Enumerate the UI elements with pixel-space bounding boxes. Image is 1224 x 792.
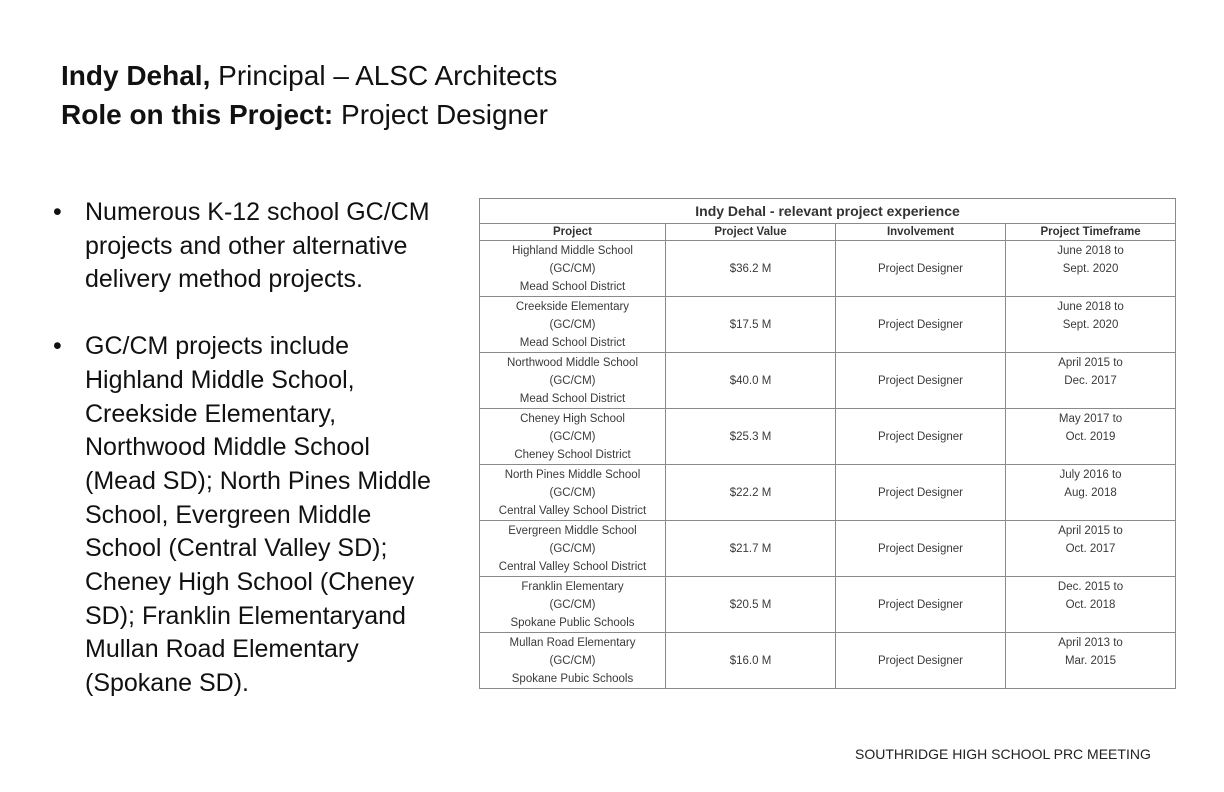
bullet-list	[53, 196, 433, 734]
heading-line-1	[61, 56, 557, 95]
timeframe-cell	[1006, 241, 1176, 297]
slide-heading	[61, 56, 557, 134]
table-row	[480, 465, 1176, 521]
heading-line-2	[61, 95, 557, 134]
timeframe-start: May 2017 to	[1058, 413, 1123, 425]
involvement-cell: Project Designer	[836, 409, 1006, 465]
timeframe-end: Sept. 2020	[1062, 263, 1119, 275]
project-name: Cheney High School	[520, 413, 625, 425]
timeframe-end: Sept. 2020	[1062, 319, 1119, 331]
project-owner: Mead School District	[519, 337, 626, 349]
delivery-method: (GC/CM)	[549, 487, 596, 499]
project-value-cell: $25.3 M	[666, 409, 836, 465]
project-name: Evergreen Middle School	[508, 525, 637, 537]
project-owner: Central Valley School District	[498, 505, 647, 517]
timeframe-cell	[1006, 409, 1176, 465]
project-experience-table	[479, 198, 1175, 689]
involvement-cell: Project Designer	[836, 297, 1006, 353]
timeframe-end: Dec. 2017	[1064, 375, 1117, 387]
bullet-marker: •	[53, 332, 62, 361]
involvement-cell: Project Designer	[836, 465, 1006, 521]
table-row	[480, 353, 1176, 409]
table-row	[480, 521, 1176, 577]
project-cell	[480, 297, 666, 353]
timeframe-end: Oct. 2017	[1065, 543, 1116, 555]
project-cell	[480, 353, 666, 409]
delivery-method: (GC/CM)	[549, 319, 596, 331]
column-header-project: Project	[480, 224, 666, 241]
timeframe-end: Mar. 2015	[1064, 655, 1117, 667]
delivery-method: (GC/CM)	[549, 431, 596, 443]
project-value-cell: $36.2 M	[666, 241, 836, 297]
project-owner: Mead School District	[519, 281, 626, 293]
table-row	[480, 409, 1176, 465]
project-cell	[480, 241, 666, 297]
project-name: Franklin Elementary	[521, 581, 624, 593]
table-row	[480, 633, 1176, 689]
involvement-cell: Project Designer	[836, 241, 1006, 297]
involvement-cell: Project Designer	[836, 633, 1006, 689]
bullet-text: Numerous K-12 school GC/CM projects and other alternative delivery method projects.	[85, 198, 430, 294]
project-cell	[480, 577, 666, 633]
timeframe-cell	[1006, 353, 1176, 409]
table-title: Indy Dehal - relevant project experience	[480, 199, 1176, 224]
project-cell	[480, 633, 666, 689]
presenter-name: Indy Dehal,	[61, 60, 211, 91]
presenter-title: Principal – ALSC Architects	[210, 60, 558, 91]
involvement-cell: Project Designer	[836, 353, 1006, 409]
timeframe-end: Oct. 2019	[1065, 431, 1116, 443]
project-name: Highland Middle School	[512, 245, 633, 257]
table-row	[480, 577, 1176, 633]
project-value-cell: $17.5 M	[666, 297, 836, 353]
timeframe-start: April 2015 to	[1058, 525, 1123, 537]
table-row	[480, 241, 1176, 297]
timeframe-start: June 2018 to	[1057, 245, 1124, 257]
project-value-cell: $16.0 M	[666, 633, 836, 689]
delivery-method: (GC/CM)	[549, 599, 596, 611]
project-name: Mullan Road Elementary	[509, 637, 636, 649]
bullet-item	[53, 196, 433, 297]
project-cell	[480, 521, 666, 577]
project-value-cell: $20.5 M	[666, 577, 836, 633]
footer-text: SOUTHRIDGE HIGH SCHOOL PRC MEETING	[855, 746, 1151, 762]
delivery-method: (GC/CM)	[549, 263, 596, 275]
timeframe-start: June 2018 to	[1057, 301, 1124, 313]
bullet-marker: •	[53, 198, 62, 226]
role-value: Project Designer	[333, 99, 549, 130]
timeframe-cell	[1006, 465, 1176, 521]
project-name: Northwood Middle School	[506, 357, 639, 369]
table-body	[480, 241, 1176, 689]
project-name: North Pines Middle School	[504, 469, 641, 481]
project-owner: Mead School District	[519, 393, 626, 405]
involvement-cell: Project Designer	[836, 521, 1006, 577]
timeframe-cell	[1006, 633, 1176, 689]
delivery-method: (GC/CM)	[549, 655, 596, 667]
project-name: Creekside Elementary	[515, 301, 630, 313]
delivery-method: (GC/CM)	[549, 543, 596, 555]
table-row	[480, 297, 1176, 353]
project-cell	[480, 409, 666, 465]
project-cell	[480, 465, 666, 521]
timeframe-end: Oct. 2018	[1065, 599, 1116, 611]
timeframe-cell	[1006, 297, 1176, 353]
project-owner: Spokane Pubic Schools	[511, 673, 634, 685]
column-header-value: Project Value	[666, 224, 836, 241]
project-value-cell: $40.0 M	[666, 353, 836, 409]
timeframe-cell	[1006, 521, 1176, 577]
timeframe-start: Dec. 2015 to	[1057, 581, 1124, 593]
timeframe-start: April 2015 to	[1058, 357, 1123, 369]
timeframe-end: Aug. 2018	[1064, 487, 1117, 499]
role-label: Role on this Project:	[61, 99, 334, 130]
timeframe-cell	[1006, 577, 1176, 633]
project-owner: Central Valley School District	[498, 561, 647, 573]
project-value-cell: $21.7 M	[666, 521, 836, 577]
column-header-involvement: Involvement	[836, 224, 1006, 241]
timeframe-start: July 2016 to	[1059, 469, 1122, 481]
delivery-method: (GC/CM)	[549, 375, 596, 387]
project-value-cell: $22.2 M	[666, 465, 836, 521]
project-owner: Spokane Public Schools	[510, 617, 635, 629]
involvement-cell: Project Designer	[836, 577, 1006, 633]
bullet-text: GC/CM projects include Highland Middle School, Creekside Elementary, Northwood Middle School (Mead SD); North Pines Middle School, Evergreen Middle School (Central Valley SD); Cheney High School (Cheney SD); Franklin Elementaryand Mullan Road Elementary (Spokane SD).	[85, 332, 431, 698]
project-owner: Cheney School District	[514, 449, 631, 461]
bullet-item	[53, 330, 433, 701]
column-header-timeframe: Project Timeframe	[1006, 224, 1176, 241]
timeframe-start: April 2013 to	[1058, 637, 1123, 649]
